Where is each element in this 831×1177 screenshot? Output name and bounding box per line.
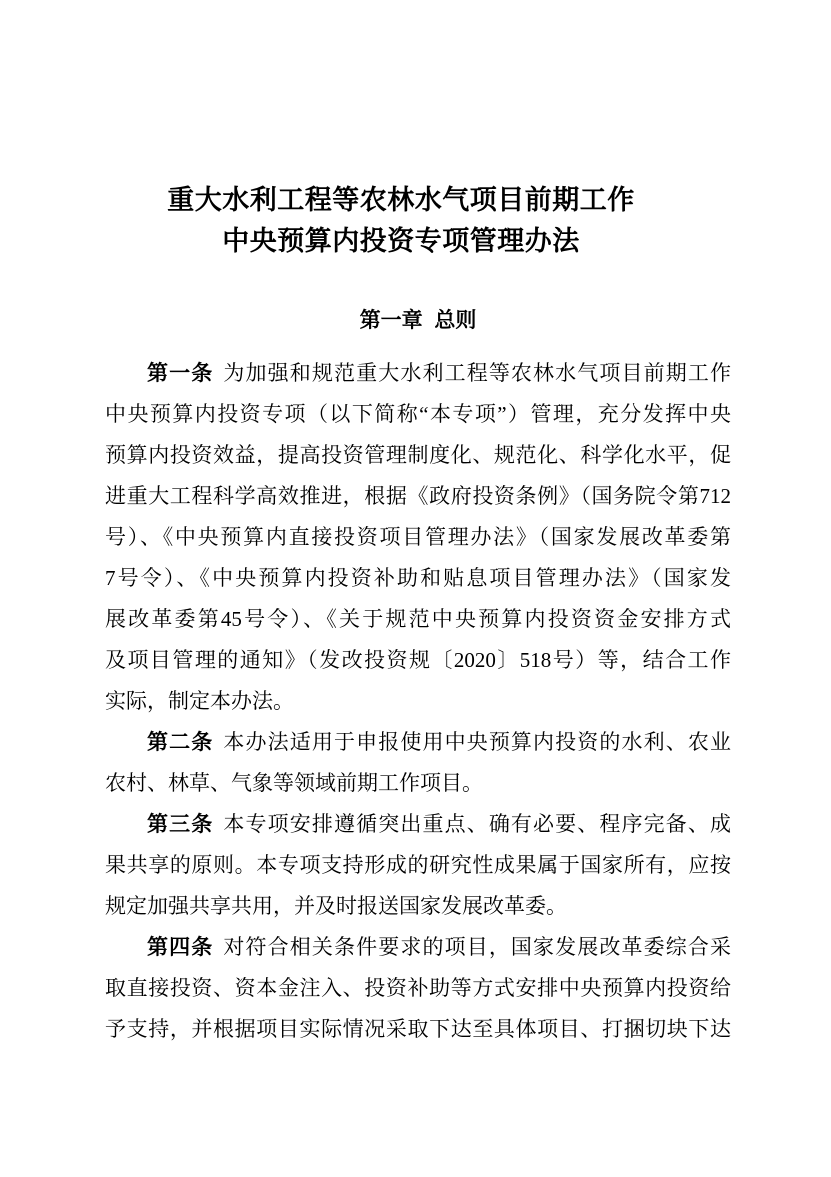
body-line: 予支持，并根据项目实际情况采取下达至具体项目、打捆切块下达	[105, 1017, 731, 1041]
article-label: 第二条	[147, 731, 214, 754]
document-title	[88, 180, 714, 262]
body-line: 及项目管理的通知》（发改投资规〔2020〕518号）等，结合工作	[105, 648, 731, 672]
article-label: 第四条	[147, 936, 214, 959]
document-title-line-2: 中央预算内投资专项管理办法	[222, 226, 580, 256]
body-line: 果共享的原则。本专项支持形成的研究性成果属于国家所有，应按	[105, 853, 731, 877]
body-line: 规定加强共享共用，并及时报送国家发展改革委。	[105, 894, 567, 918]
article-first-line-text: 本办法适用于申报使用中央预算内投资的水利、农业	[223, 730, 732, 754]
article-label: 第一条	[147, 362, 214, 385]
body-line: 进重大工程科学高效推进，根据《政府投资条例》（国务院令第712	[105, 484, 731, 508]
body-line: 7号令）、《中央预算内投资补助和贴息项目管理办法》（国家发	[105, 566, 731, 590]
article-first-line-text: 本专项安排遵循突出重点、确有必要、程序完备、成	[223, 812, 732, 836]
body-line	[105, 804, 731, 845]
body-line: 中央预算内投资专项（以下简称“本专项”）管理，充分发挥中央	[105, 402, 731, 426]
document-content	[105, 0, 731, 1177]
chapter-heading: 第一章 总则	[359, 309, 477, 332]
body-line: 预算内投资效益，提高投资管理制度化、规范化、科学化水平，促	[105, 443, 731, 467]
body-line: 农村、林草、气象等领域前期工作项目。	[105, 771, 483, 795]
document-body	[105, 353, 731, 1050]
body-line	[105, 722, 731, 763]
body-line: 号）、《中央预算内直接投资项目管理办法》（国家发展改革委第	[105, 525, 731, 549]
article-first-line-text: 对符合相关条件要求的项目，国家发展改革委综合采	[223, 935, 732, 959]
body-line	[105, 927, 731, 968]
body-line	[105, 353, 731, 394]
body-line: 实际，制定本办法。	[105, 689, 294, 713]
document-title-line-1: 重大水利工程等农林水气项目前期工作	[167, 185, 635, 215]
article-label: 第三条	[147, 813, 214, 836]
article-first-line-text: 为加强和规范重大水利工程等农林水气项目前期工作	[223, 361, 732, 385]
body-line: 取直接投资、资本金注入、投资补助等方式安排中央预算内投资给	[105, 976, 731, 1000]
body-line: 展改革委第45号令）、《关于规范中央预算内投资资金安排方式	[105, 607, 731, 631]
